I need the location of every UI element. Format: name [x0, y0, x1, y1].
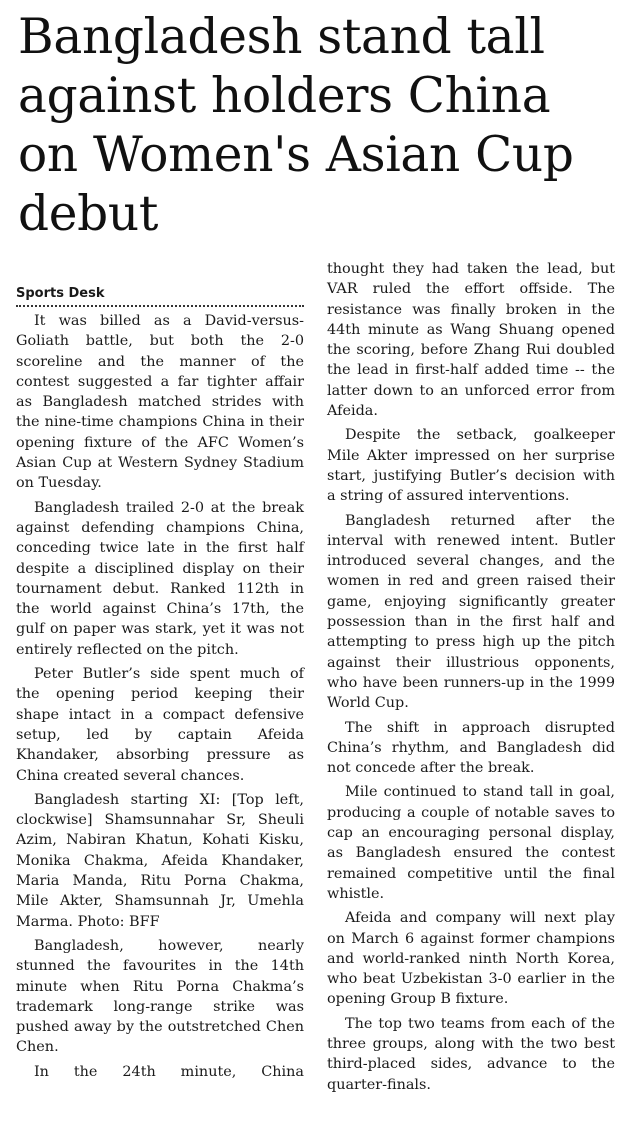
paragraph: It was billed as a David-versus-Goliath battle, but both the 2-0 scoreline and the manner of the contest suggested a far tighter affair as Bangladesh matched strides with the nine-time champions China in their opening fixture of the AFC Women’s Asian Cup at Western Sydney Stadium on Tuesday. — [16, 313, 304, 492]
paragraph: Afeida and company will next play on March 6 against former champions and world-ranked ninth North Korea, who beat Uzbekistan 3-0 earlier in the opening Group B fixture. — [327, 910, 615, 1008]
article-column-right — [327, 259, 615, 1099]
paragraph: Bangladesh returned after the interval with renewed intent. Butler introduced several changes, and the women in red and green raised their game, enjoying significantly greater possession than in the first half and attempting to press high up the pitch against their illustrious opponents, who have been runners-up in the 1999 World Cup. — [327, 512, 615, 712]
photo-caption: Bangladesh starting XI: [Top left, clockwise] Shamsunnahar Sr, Sheuli Azim, Nabiran Khatun, Kohati Kisku, Monika Chakma, Afeida Khandaker, Maria Manda, Ritu Porna Chakma, Mile Akter, Shamsunnah Jr, Umehla Marma. Photo: BFF — [16, 791, 304, 930]
paragraph: The shift in approach disrupted China’s rhythm, and Bangladesh did not concede after the break. — [327, 719, 615, 777]
article-column-left — [16, 286, 304, 1086]
paragraph: Bangladesh, however, nearly stunned the favourites in the 14th minute when Ritu Porna Chakma’s trademark long-range strike was pushed away by the outstretched Chen Chen. — [16, 937, 304, 1056]
paragraph: Peter Butler’s side spent much of the opening period keeping their shape intact in a compact defensive setup, led by captain Afeida Khandaker, absorbing pressure as China created several chances. — [16, 666, 304, 784]
byline: Sports Desk — [16, 286, 304, 307]
paragraph: Mile continued to stand tall in goal, producing a couple of notable saves to cap an encouraging personal display, as Bangladesh ensured the contest remained competitive until the final whistle. — [327, 784, 615, 902]
paragraph: Bangladesh trailed 2-0 at the break against defending champions China, conceding twice late in the first half despite a disciplined display on their tournament debut. Ranked 112th in the world against China’s 17th, the gulf on paper was stark, yet it was not entirely reflected on the pitch. — [16, 499, 304, 658]
article-headline: Bangladesh stand tall against holders China on Women's Asian Cup debut — [18, 9, 574, 242]
paragraph: The top two teams from each of the three groups, along with the two best third-placed sides, advance to the quarter-finals. — [327, 1015, 615, 1093]
paragraph: Despite the setback, goalkeeper Mile Akter impressed on her surprise start, justifying Butler’s decision with a string of assured interventions. — [327, 427, 615, 505]
paragraph-continued: thought they had taken the lead, but VAR ruled the effort offside. The resistance was finally broken in the 44th minute as Wang Shuang opened the scoring, before Zhang Rui doubled the lead in first-half added time -- the latter down to an unforced error from Afeida. — [327, 261, 615, 420]
paragraph: In the 24th minute, China — [34, 1063, 304, 1080]
